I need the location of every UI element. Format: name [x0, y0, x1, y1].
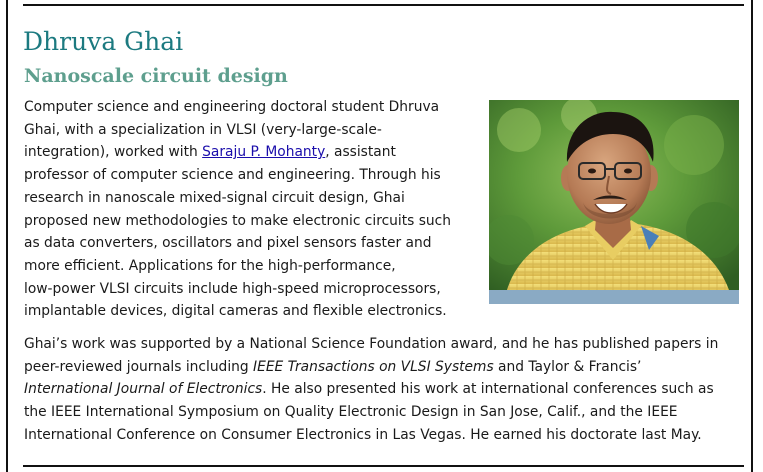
right-border: [751, 0, 753, 472]
bottom-rule: [23, 465, 744, 467]
text-line: [24, 141, 472, 164]
text-line: more efficient. Applications for the high-performance,: [24, 257, 396, 274]
text-segment: . He also presented his work at international conferences such as: [262, 381, 714, 398]
text-segment: peer-reviewed journals including: [24, 358, 254, 375]
journal-title: IEEE Transactions on VLSI Systems: [253, 358, 494, 375]
text-segment: , assistant: [325, 144, 396, 161]
text-line: proposed new methodologies to make electronic circuits such: [24, 212, 452, 229]
text-line: professor of computer science and engineering. Through his: [24, 167, 441, 184]
profile-name: Dhruva Ghai: [23, 27, 184, 56]
text-line: implantable devices, digital cameras and flexible electronics.: [24, 303, 447, 320]
text-line: research in nanoscale mixed-signal circuit design, Ghai: [24, 189, 405, 206]
text-line: Computer science and engineering doctoral student Dhruva: [24, 99, 440, 115]
journal-title: International Journal of Electronics: [24, 381, 263, 398]
details-paragraph: [24, 333, 744, 447]
left-border: [6, 0, 8, 472]
text-segment: integration), worked with: [24, 144, 203, 161]
text-line: as data converters, oscillators and pixel sensors faster and: [24, 235, 432, 252]
intro-paragraph: [24, 96, 472, 323]
profile-photo: [489, 100, 739, 304]
text-line: International Conference on Consumer Electronics in Las Vegas. He earned his doctorate last May.: [24, 426, 702, 443]
text-line: the IEEE International Symposium on Quality Electronic Design in San Jose, Calif., and the IEEE: [24, 404, 678, 421]
profile-subtitle: Nanoscale circuit design: [24, 65, 288, 87]
text-line: [24, 356, 744, 379]
text-line: [24, 378, 744, 401]
top-rule: [23, 4, 744, 6]
text-line: Ghai’s work was supported by a National Science Foundation award, and he has published papers in: [24, 336, 719, 352]
text-segment: and Taylor & Francis’: [493, 358, 642, 375]
advisor-link[interactable]: Saraju P. Mohanty: [202, 144, 326, 161]
text-line: Ghai, with a specialization in VLSI (very-large-scale-: [24, 121, 382, 138]
text-line: low-power VLSI circuits include high-speed microprocessors,: [24, 280, 441, 297]
